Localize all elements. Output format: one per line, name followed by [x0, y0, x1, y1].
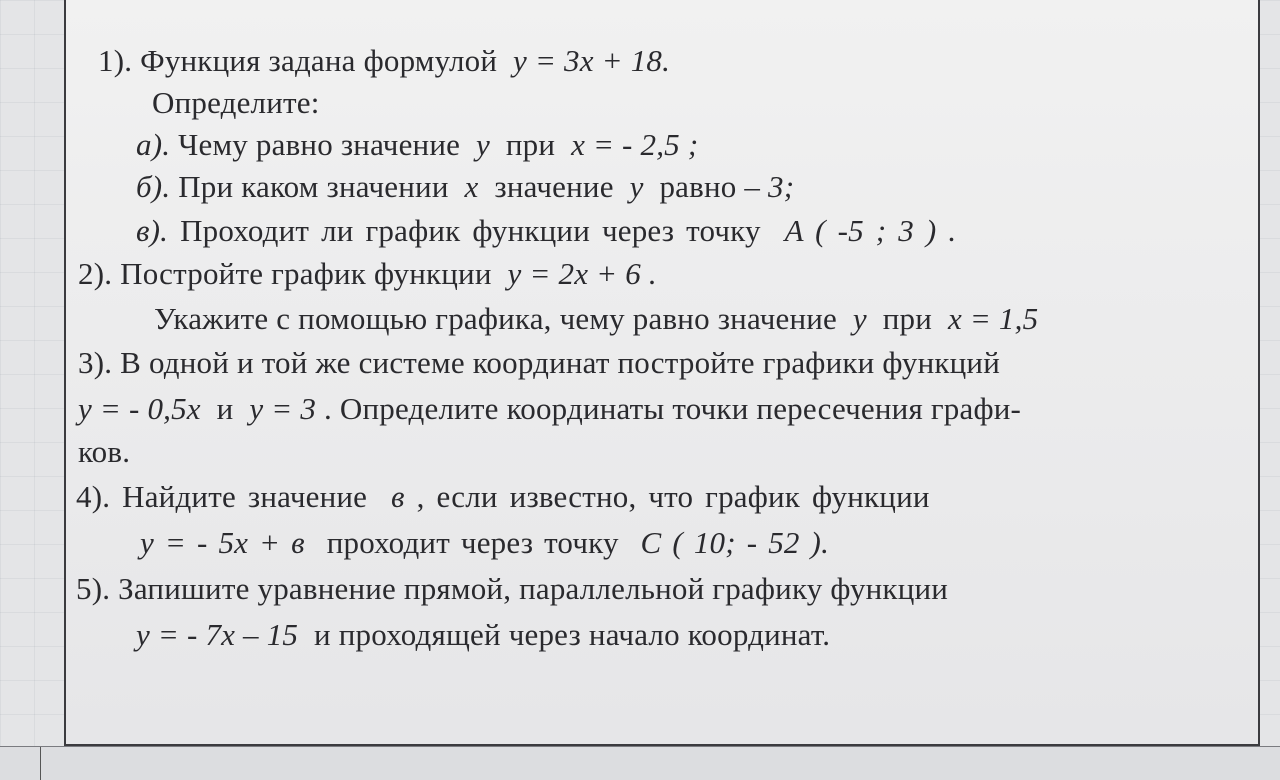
task1-a-cond: x = - 2,5 ;	[571, 127, 699, 162]
task1-b-text-3: равно	[659, 169, 737, 204]
task5-line-2	[136, 618, 830, 652]
task3-line2-rest: . Определите координаты точки пересечения графи-	[324, 391, 1022, 426]
task1-a-var: y	[476, 127, 490, 162]
task1-b-var-y: y	[629, 169, 644, 204]
task1-b-text-1: При каком значении	[178, 169, 449, 204]
task3-line1-text: 3). В одной и той же системе координат постройте графики функций	[78, 345, 1001, 380]
task1-b-text-2: значение	[494, 169, 614, 204]
task3-f2: y = 3	[249, 391, 317, 426]
task1-formula: y = 3x + 18.	[513, 43, 671, 78]
task1-v-text: Проходит ли график функции через точку	[180, 213, 761, 248]
task2-line2-at: при	[882, 301, 933, 336]
task1-a-text-1: Чему равно значение	[178, 127, 461, 162]
task1-part-v	[136, 214, 956, 248]
task1-v-prefix: в).	[136, 213, 169, 248]
task2-line-2	[154, 302, 1038, 336]
task1-b-value: – 3;	[744, 169, 795, 204]
task2-title: 2). Постройте график функции	[78, 256, 492, 291]
task1-part-b	[136, 170, 794, 204]
task4-line-2	[140, 526, 829, 560]
task1-part-a	[136, 128, 698, 162]
task5-line1-text: 5). Запишите уравнение прямой, параллельной графику функции	[76, 571, 949, 606]
bottom-table-edge	[0, 746, 1280, 780]
task1-v-point: A ( -5 ; 3 ) .	[784, 213, 957, 248]
task1-line-1	[98, 44, 670, 78]
bottom-divider	[40, 747, 41, 780]
task4-var-b: в	[391, 479, 405, 514]
task3-line3-text: ков.	[78, 434, 131, 469]
task5-line-1	[76, 572, 948, 606]
task5-formula: y = - 7x – 15	[136, 617, 299, 652]
task3-line-3	[78, 435, 130, 469]
task4-point: C ( 10; - 52 ).	[640, 525, 830, 560]
task3-f1: y = - 0,5x	[78, 391, 201, 426]
task3-line-1	[78, 346, 1000, 380]
task4-formula: y = - 5x + в	[140, 525, 305, 560]
task2-line2-var: y	[852, 301, 867, 336]
task2-line2-cond: x = 1,5	[947, 301, 1039, 336]
task4-line2-mid: проходит через точку	[326, 525, 619, 560]
task2-line-1	[78, 257, 657, 291]
task3-line-2	[78, 392, 1021, 426]
task1-title: 1). Функция задана формулой	[98, 43, 498, 78]
task1-b-var-x: x	[464, 169, 479, 204]
task5-line2-rest: и проходящей через начало координат.	[314, 617, 831, 652]
task1-b-prefix: б).	[136, 169, 171, 204]
task1-a-text-2: при	[505, 127, 556, 162]
task1-determine	[152, 86, 320, 120]
task2-line2-text: Укажите с помощью графика, чему равно значение	[154, 301, 837, 336]
task4-line1-b: , если известно, что график функции	[416, 479, 930, 514]
task1-a-prefix: а).	[136, 127, 171, 162]
task3-and: и	[216, 391, 234, 426]
task4-line-1	[76, 480, 930, 514]
task2-formula: y = 2x + 6 .	[507, 256, 657, 291]
task4-line1-a: 4). Найдите значение	[76, 479, 368, 514]
task1-determine-label: Определите:	[152, 85, 320, 120]
